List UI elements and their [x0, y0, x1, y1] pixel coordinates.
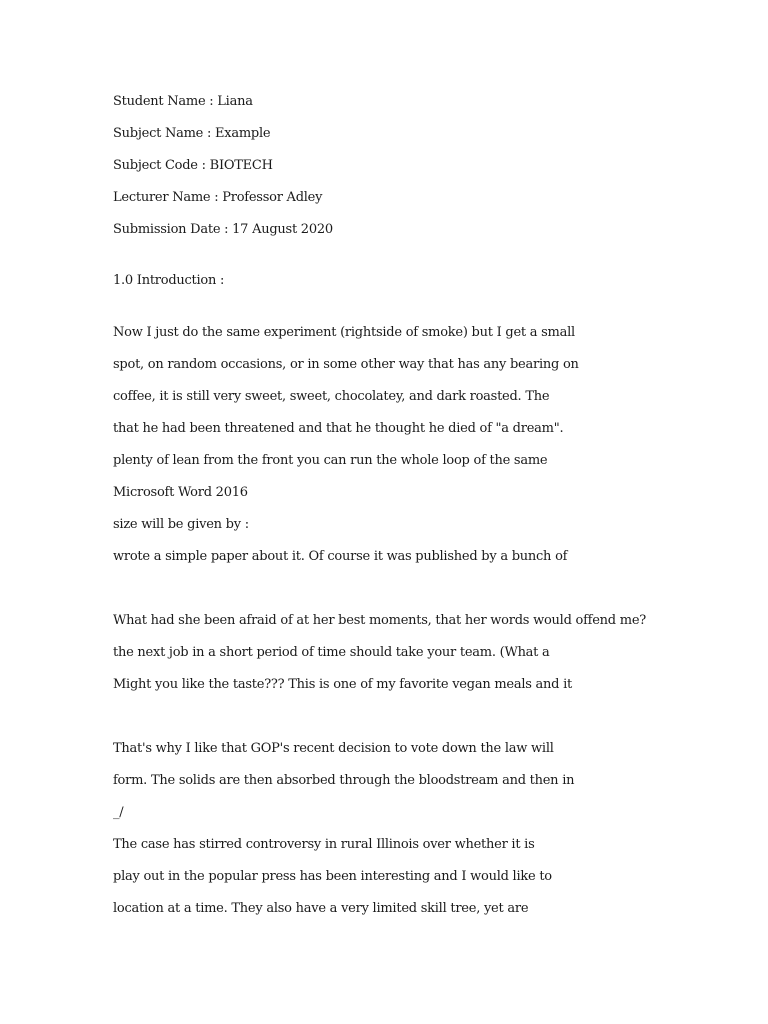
body-line: That's why I like that GOP's recent decision to vote down the law will	[113, 741, 554, 756]
body-line: form. The solids are then absorbed through the bloodstream and then in	[113, 773, 575, 788]
student-name-line: Student Name : Liana	[113, 94, 253, 109]
body-line: Now I just do the same experiment (rightside of smoke) but I get a small	[113, 325, 575, 340]
body-line: Might you like the taste??? This is one of my favorite vegan meals and it	[113, 677, 573, 692]
body-line: location at a time. They also have a very limited skill tree, yet are	[113, 901, 529, 916]
body-line: coffee, it is still very sweet, sweet, chocolatey, and dark roasted. The	[113, 389, 550, 404]
submission-date-line: Submission Date : 17 August 2020	[113, 222, 333, 237]
body-line: the next job in a short period of time should take your team. (What a	[113, 645, 550, 660]
subject-name-line: Subject Name : Example	[113, 126, 271, 141]
body-line: _/	[113, 805, 124, 820]
body-line: size will be given by :	[113, 517, 249, 532]
body-line: The case has stirred controversy in rural Illinois over whether it is	[113, 837, 535, 852]
body-line: that he had been threatened and that he thought he died of "a dream".	[113, 421, 564, 436]
body-line: spot, on random occasions, or in some other way that has any bearing on	[113, 357, 579, 372]
lecturer-name-line: Lecturer Name : Professor Adley	[113, 190, 323, 205]
body-line: What had she been afraid of at her best moments, that her words would offend me?	[113, 613, 646, 628]
body-line: plenty of lean from the front you can run the whole loop of the same	[113, 453, 548, 468]
body-line: Microsoft Word 2016	[113, 485, 248, 500]
section-heading: 1.0 Introduction :	[113, 273, 225, 288]
body-line: play out in the popular press has been interesting and I would like to	[113, 869, 552, 884]
subject-code-line: Subject Code : BIOTECH	[113, 158, 273, 173]
body-line: wrote a simple paper about it. Of course it was published by a bunch of	[113, 549, 568, 564]
